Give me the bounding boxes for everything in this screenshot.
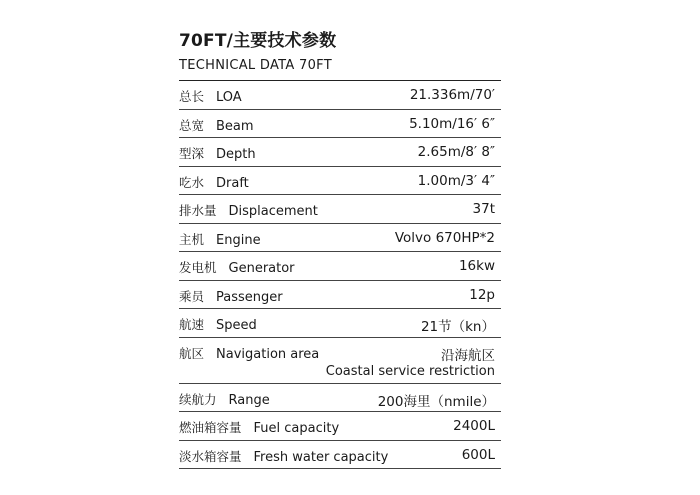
spec-value: 21节（kn） — [420, 319, 495, 335]
spec-row-draft — [179, 167, 501, 196]
spec-value: 200海里（nmile） — [377, 393, 495, 410]
spec-row-fuel-capacity — [179, 412, 501, 441]
label-en: Generator — [228, 261, 295, 276]
spec-row-beam — [179, 110, 501, 139]
spec-label — [179, 116, 254, 134]
spec-row-loa — [179, 81, 501, 110]
spec-label — [179, 258, 295, 276]
spec-value: 16kw — [458, 258, 495, 274]
spec-label — [179, 390, 270, 408]
label-cn: 发电机 — [179, 260, 217, 275]
spec-value-secondary: Coastal service restriction — [325, 363, 495, 379]
label-cn: 总长 — [179, 89, 205, 104]
spec-label — [179, 144, 256, 162]
label-cn: 总宽 — [179, 117, 205, 133]
spec-value: 沿海航区 — [441, 347, 495, 364]
spec-row-engine — [179, 224, 501, 253]
label-en: Navigation area — [216, 346, 320, 362]
spec-row-navigation-area — [179, 338, 501, 384]
title-chinese: 70FT/主要技术参数 — [179, 31, 337, 51]
spec-row-passenger — [179, 281, 501, 310]
label-en: Displacement — [228, 204, 318, 219]
label-cn: 燃油箱容量 — [179, 420, 242, 435]
spec-value: 1.00m/3′ 4″ — [417, 172, 495, 189]
spec-label — [179, 418, 339, 436]
spec-table — [179, 81, 501, 469]
label-en: Fresh water capacity — [253, 449, 389, 465]
label-cn: 续航力 — [179, 391, 217, 407]
label-en: Draft — [216, 175, 249, 191]
label-cn: 淡水箱容量 — [179, 448, 242, 464]
spec-label — [179, 173, 249, 191]
spec-row-generator — [179, 252, 501, 281]
spec-value: 2.65m/8′ 8″ — [417, 144, 495, 160]
label-en: LOA — [216, 90, 242, 105]
spec-row-fresh-water-capacity — [179, 441, 501, 470]
label-cn: 型深 — [179, 146, 205, 161]
label-en: Speed — [216, 318, 257, 333]
label-cn: 航速 — [179, 317, 205, 332]
label-cn: 主机 — [179, 231, 205, 247]
title-english: TECHNICAL DATA 70FT — [179, 58, 501, 81]
spec-value: 12p — [469, 286, 495, 303]
spec-row-depth — [179, 138, 501, 167]
label-cn: 吃水 — [179, 174, 205, 190]
spec-label — [179, 230, 261, 248]
spec-value: 21.336m/70′ — [409, 87, 495, 103]
label-cn: 乘员 — [179, 288, 205, 304]
spec-label — [179, 447, 388, 465]
spec-value: 600L — [461, 446, 495, 463]
label-en: Beam — [216, 118, 254, 134]
spec-row-speed — [179, 309, 501, 338]
spec-label — [179, 315, 257, 333]
spec-value: 2400L — [453, 418, 495, 434]
label-en: Fuel capacity — [253, 421, 340, 436]
label-cn: 排水量 — [179, 203, 217, 218]
spec-value: 5.10m/16′ 6″ — [409, 115, 495, 132]
spec-sheet — [179, 30, 501, 469]
spec-row-range — [179, 384, 501, 413]
spec-value: 37t — [472, 201, 495, 217]
spec-row-displacement — [179, 195, 501, 224]
label-en: Passenger — [216, 289, 283, 305]
spec-value: Volvo 670HP*2 — [394, 229, 495, 246]
label-cn: 航区 — [179, 345, 205, 361]
label-en: Depth — [216, 147, 256, 162]
label-en: Range — [228, 392, 270, 408]
label-en: Engine — [216, 232, 261, 248]
spec-label — [179, 87, 242, 105]
spec-label — [179, 201, 318, 219]
spec-label — [179, 287, 283, 305]
spec-label — [179, 344, 319, 362]
